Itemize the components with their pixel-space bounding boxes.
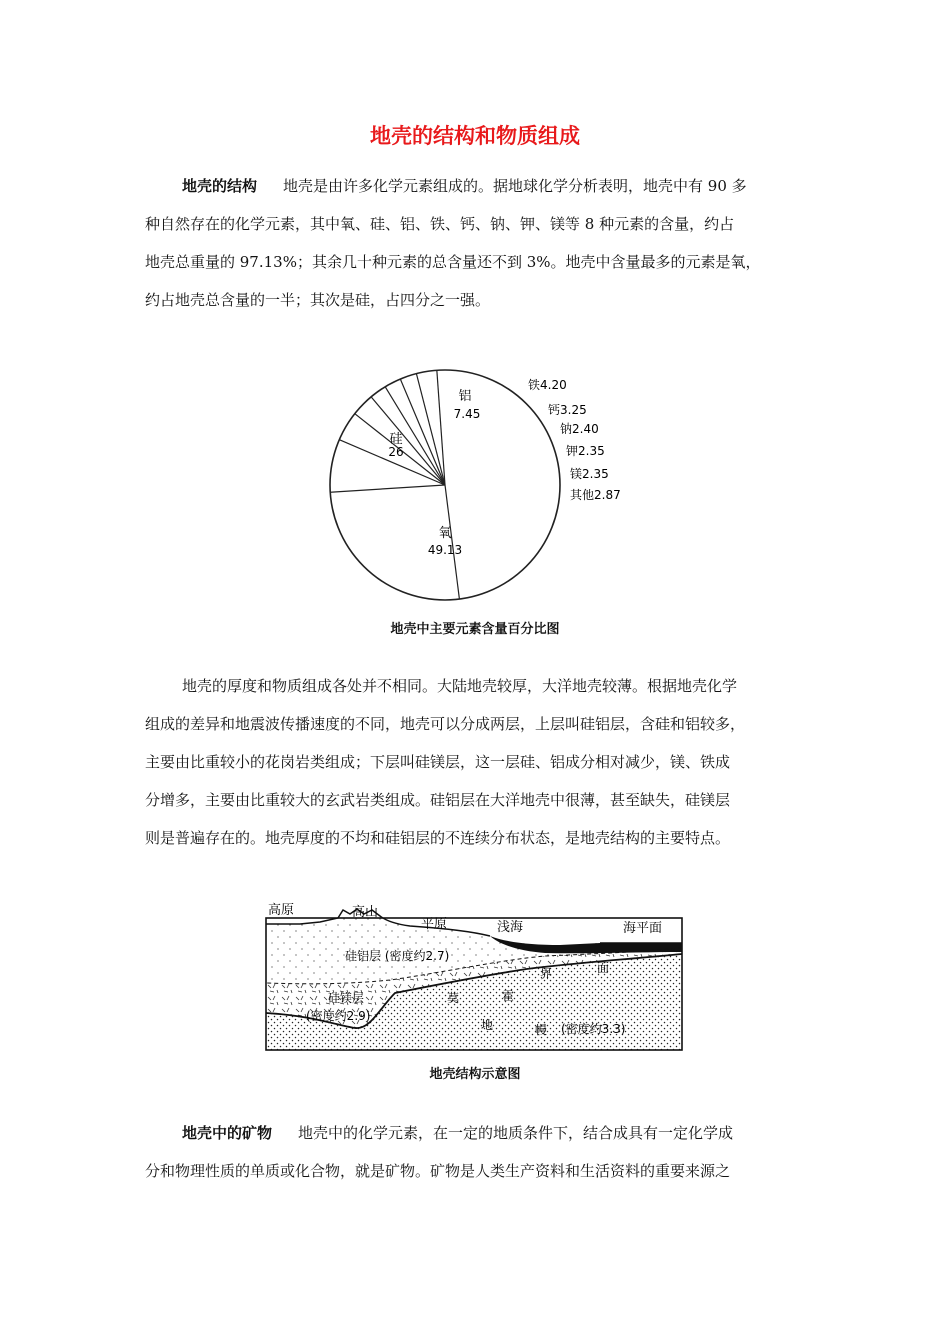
text-line: 地壳中的矿物 地壳中的化学元素，在一定的地质条件下，结合成具有一定化学成 xyxy=(182,1124,734,1142)
text-line: 地壳的结构 地壳是由许多化学元素组成的。据地球化学分析表明，地壳中有 90 多 xyxy=(182,177,747,195)
label-mountain: 高山 xyxy=(352,905,379,920)
pie-label-name-氧: 氧 xyxy=(438,526,452,541)
label-mo: 莫 xyxy=(447,991,460,1005)
page-title: 地壳的结构和物质组成 xyxy=(370,124,580,148)
label-sima-density: (密度约2.9) xyxy=(306,1009,371,1023)
text-line: 分和物理性质的单质或化合物，就是矿物。矿物是人类生产资料和生活资料的重要来源之 xyxy=(145,1162,731,1180)
pie-boundary-硅 xyxy=(330,485,445,492)
label-jie: 界 xyxy=(540,967,553,981)
pie-label-镁: 镁2.35 xyxy=(570,467,609,481)
section3-heading: 地壳中的矿物 xyxy=(182,1124,273,1142)
label-huo: 霍 xyxy=(502,989,515,1003)
text-line: 主要由比重较小的花岗岩类组成；下层叫硅镁层，这一层硅、铝成分相对减少，镁、铁成 xyxy=(145,753,731,771)
label-plateau: 高原 xyxy=(268,903,295,918)
text-line: 组成的差异和地震波传播速度的不同，地壳可以分成两层，上层叫硅铝层，含硅和铝较多， xyxy=(145,715,746,733)
pie-chart-caption: 地壳中主要元素含量百分比图 xyxy=(390,622,560,637)
pie-label-value-硅: 26 xyxy=(388,445,404,459)
section3-paragraph xyxy=(145,1114,805,1190)
text-line: 种自然存在的化学元素，其中氧、硅、铝、铁、钙、钠、钾、镁等 8 种元素的含量，约占 xyxy=(145,215,735,233)
text-line: 分增多，主要由比重较大的玄武岩类组成。硅铝层在大洋地壳中很薄，甚至缺失，硅镁层 xyxy=(145,791,731,809)
pie-label-钠: 钠2.40 xyxy=(560,422,599,436)
pie-label-钾: 钾2.35 xyxy=(566,444,605,458)
label-mantle-density: (密度约3.3) xyxy=(561,1022,626,1036)
label-mian: 面 xyxy=(597,961,610,975)
text-line: 约占地壳总含量的一半；其次是硅，占四分之一强。 xyxy=(145,291,491,309)
pie-chart xyxy=(0,360,950,620)
label-plain: 平原 xyxy=(421,917,448,932)
crust-structure-diagram xyxy=(0,898,950,1058)
pie-label-value-铝: 7.45 xyxy=(453,407,481,421)
text-line: 则是普遍存在的。地壳厚度的不均和硅铝层的不连续分布状态，是地壳结构的主要特点。 xyxy=(145,829,731,847)
label-man: 幔 xyxy=(535,1023,548,1037)
paragraph-2 xyxy=(145,667,805,857)
section1-heading: 地壳的结构 xyxy=(182,177,258,195)
label-sea-level: 海平面 xyxy=(623,921,663,936)
label-sima: 硅镁层 xyxy=(328,991,365,1005)
label-di: 地 xyxy=(481,1018,494,1032)
section1-paragraph xyxy=(145,167,805,319)
label-sial: 硅铝层 (密度约2.7) xyxy=(345,949,450,963)
label-shallow-sea: 浅海 xyxy=(497,920,524,935)
text-line: 地壳总重量的 97.13%；其余几十种元素的总含量还不到 3%。地壳中含量最多的元素是氧， xyxy=(145,253,761,271)
pie-label-铁: 铁4.20 xyxy=(528,378,567,392)
text-line: 地壳的厚度和物质组成各处并不相同。大陆地壳较厚，大洋地壳较薄。根据地壳化学 xyxy=(182,677,738,695)
pie-label-name-硅: 硅 xyxy=(389,432,403,447)
pie-label-钙: 钙3.25 xyxy=(548,403,587,417)
diagram-caption: 地壳结构示意图 xyxy=(429,1067,521,1082)
pie-label-其他: 其他2.87 xyxy=(570,488,621,502)
pie-label-value-氧: 49.13 xyxy=(427,543,463,557)
pie-label-name-铝: 铝 xyxy=(458,389,472,404)
